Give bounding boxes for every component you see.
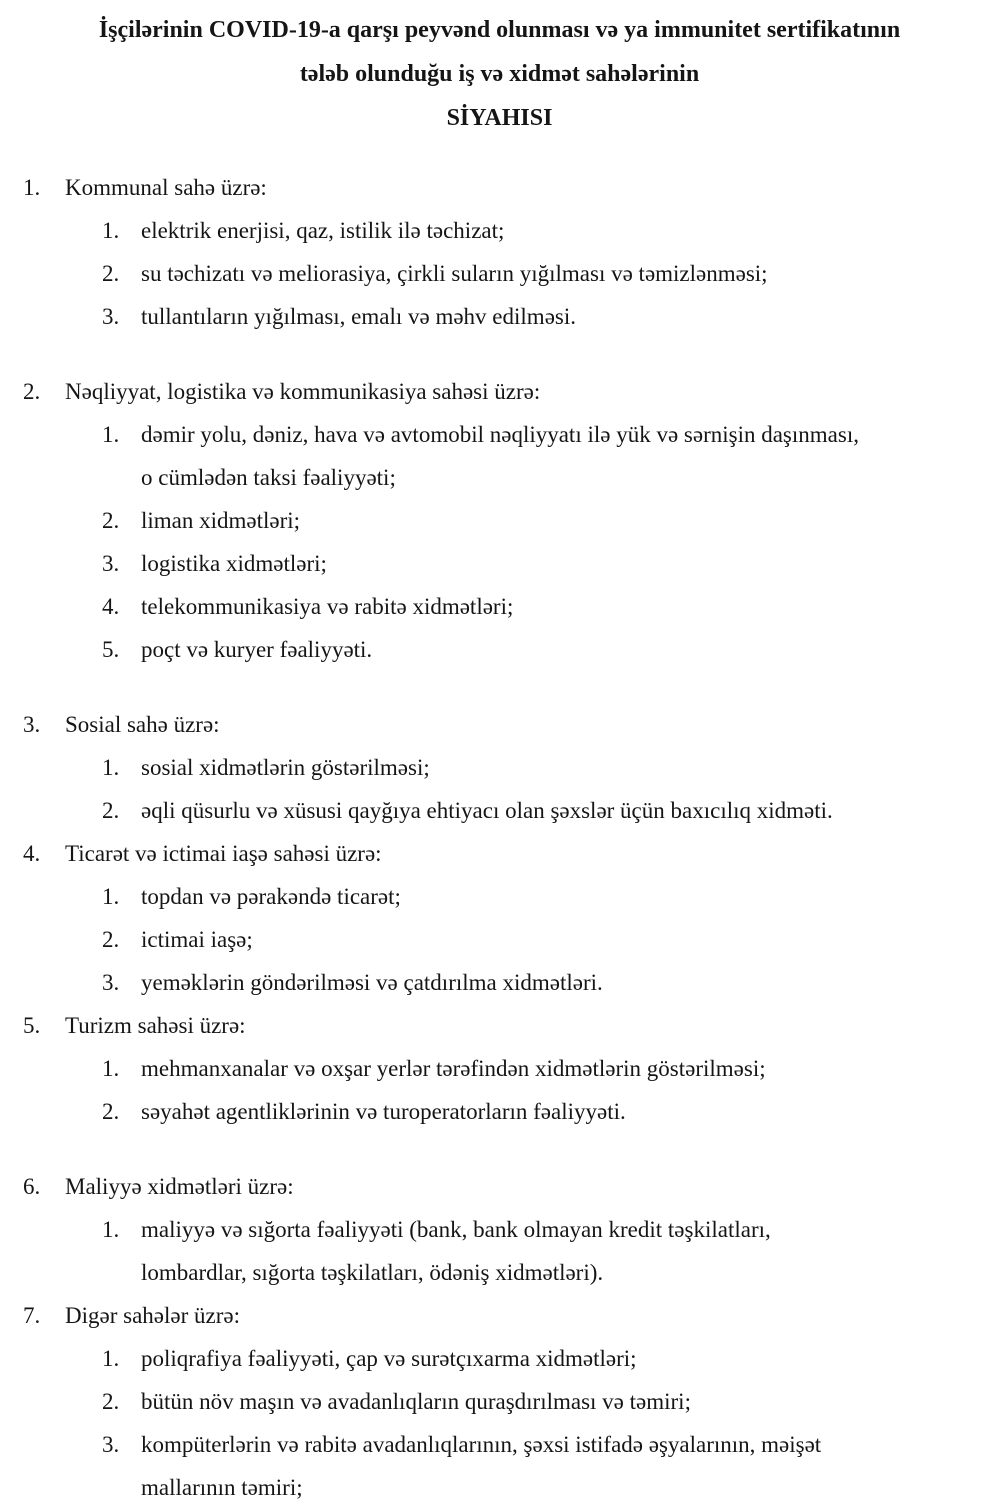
item-text [141, 1423, 976, 1509]
list-item [102, 295, 976, 338]
item-text [141, 1047, 976, 1090]
item-number: 3. [102, 1432, 120, 1457]
item-text [141, 209, 976, 252]
item-number: 1. [102, 884, 120, 909]
item-text-line: topdan və pərakəndə ticarət; [141, 884, 401, 909]
item-text [141, 295, 976, 338]
item-text-line: mallarının təmiri; [141, 1475, 303, 1500]
section-heading-text: Maliyyə xidmətləri üzrə: [65, 1174, 294, 1199]
item-text-line: su təchizatı və meliorasiya, çirkli suların yığılması və təmizlənməsi; [141, 261, 768, 286]
item-number: 1. [102, 422, 120, 447]
item-text [141, 918, 976, 961]
item-text-line: poçt və kuryer fəaliyyəti. [141, 637, 373, 662]
item-number: 1. [102, 1346, 120, 1371]
item-number: 1. [102, 1056, 120, 1081]
item-text-line: elektrik enerjisi, qaz, istilik ilə təchizat; [141, 218, 505, 243]
item-text-line: logistika xidmətləri; [141, 551, 327, 576]
item-text [141, 875, 976, 918]
item-number: 2. [102, 927, 120, 952]
list-item [102, 252, 976, 295]
item-text-line: mehmanxanalar və oxşar yerlər tərəfindən xidmətlərin göstərilməsi; [141, 1056, 766, 1081]
item-text-line: dəmir yolu, dəniz, hava və avtomobil nəqliyyatı ilə yük və sərnişin daşınması, [141, 422, 859, 447]
section-heading-text: Digər sahələr üzrə: [65, 1303, 240, 1328]
section-heading [23, 1004, 976, 1047]
item-number: 3. [102, 970, 120, 995]
title-line-3: SİYAHISI [446, 105, 553, 131]
item-number: 1. [102, 1217, 120, 1242]
item-number: 1. [102, 755, 120, 780]
list-item [102, 961, 976, 1004]
item-text-line: telekommunikasiya və rabitə xidmətləri; [141, 594, 514, 619]
item-number: 2. [102, 508, 120, 533]
list-item [102, 918, 976, 961]
section-number: 4. [23, 841, 41, 866]
list-item [102, 1337, 976, 1380]
item-text [141, 628, 976, 671]
list-item [102, 789, 976, 832]
list-item [102, 746, 976, 789]
item-text [141, 961, 976, 1004]
item-number: 2. [102, 1099, 120, 1124]
section-1 [23, 166, 976, 338]
item-number: 2. [102, 1389, 120, 1414]
section-number: 3. [23, 712, 41, 737]
section-number: 1. [23, 175, 41, 200]
item-text-line: yeməklərin göndərilməsi və çatdırılma xidmətləri. [141, 970, 603, 995]
title-line-1: İşçilərinin COVID-19-a qarşı peyvənd olunması və ya immunitet sertifikatının [98, 17, 901, 43]
list-item [102, 1380, 976, 1423]
item-text [141, 413, 976, 499]
section-number: 2. [23, 379, 41, 404]
list-item [102, 1423, 976, 1509]
item-text [141, 1337, 976, 1380]
section-number: 7. [23, 1303, 41, 1328]
item-text [141, 1208, 976, 1294]
item-text [141, 252, 976, 295]
document-title [23, 8, 976, 140]
item-text [141, 499, 976, 542]
item-text-line: bütün növ maşın və avadanlıqların quraşdırılması və təmiri; [141, 1389, 691, 1414]
section-4 [23, 832, 976, 1004]
section-3 [23, 703, 976, 832]
list-item [102, 499, 976, 542]
list-item [102, 585, 976, 628]
item-text-line: liman xidmətləri; [141, 508, 301, 533]
item-text-line: əqli qüsurlu və xüsusi qayğıya ehtiyacı olan şəxslər üçün baxıcılıq xidməti. [141, 798, 833, 823]
list-item [102, 542, 976, 585]
section-5 [23, 1004, 976, 1133]
item-text-line: poliqrafiya fəaliyyəti, çap və surətçıxarma xidmətləri; [141, 1346, 637, 1371]
section-number: 6. [23, 1174, 41, 1199]
section-heading-text: Sosial sahə üzrə: [65, 712, 220, 737]
sections-list [23, 166, 976, 1509]
section-heading-text: Turizm sahəsi üzrə: [65, 1013, 246, 1038]
section-heading [23, 1165, 976, 1208]
list-item [102, 1208, 976, 1294]
list-item [102, 628, 976, 671]
item-text [141, 1380, 976, 1423]
item-text [141, 542, 976, 585]
item-text-line: ictimai iaşə; [141, 927, 253, 952]
section-7 [23, 1294, 976, 1509]
section-heading-text: Nəqliyyat, logistika və kommunikasiya sahəsi üzrə: [65, 379, 541, 404]
section-heading-text: Ticarət və ictimai iaşə sahəsi üzrə: [65, 841, 382, 866]
item-number: 2. [102, 798, 120, 823]
item-number: 5. [102, 637, 120, 662]
list-item [102, 1090, 976, 1133]
list-item [102, 209, 976, 252]
list-item [102, 1047, 976, 1090]
list-item [102, 413, 976, 499]
section-heading [23, 166, 976, 209]
item-number: 3. [102, 304, 120, 329]
title-line-2: tələb olunduğu iş və xidmət sahələrinin [299, 61, 700, 87]
section-2 [23, 370, 976, 671]
section-heading [23, 832, 976, 875]
item-text-line: lombardlar, sığorta təşkilatları, ödəniş xidmətləri). [141, 1260, 604, 1285]
item-text-line: səyahət agentliklərinin və turoperatorların fəaliyyəti. [141, 1099, 626, 1124]
section-heading-text: Kommunal sahə üzrə: [65, 175, 267, 200]
item-text-line: maliyyə və sığorta fəaliyyəti (bank, bank olmayan kredit təşkilatları, [141, 1217, 771, 1242]
section-heading [23, 370, 976, 413]
section-number: 5. [23, 1013, 41, 1038]
item-text [141, 1090, 976, 1133]
item-text-line: sosial xidmətlərin göstərilməsi; [141, 755, 430, 780]
item-text-line: kompüterlərin və rabitə avadanlıqlarının, şəxsi istifadə əşyalarının, məişət [141, 1432, 822, 1457]
item-text [141, 585, 976, 628]
section-heading [23, 703, 976, 746]
item-text-line: o cümlədən taksi fəaliyyəti; [141, 465, 396, 490]
section-heading [23, 1294, 976, 1337]
section-6 [23, 1165, 976, 1294]
list-item [102, 875, 976, 918]
item-text-line: tullantıların yığılması, emalı və məhv edilməsi. [141, 304, 576, 329]
item-number: 4. [102, 594, 120, 619]
item-number: 3. [102, 551, 120, 576]
item-number: 2. [102, 261, 120, 286]
item-text [141, 789, 976, 832]
item-number: 1. [102, 218, 120, 243]
item-text [141, 746, 976, 789]
